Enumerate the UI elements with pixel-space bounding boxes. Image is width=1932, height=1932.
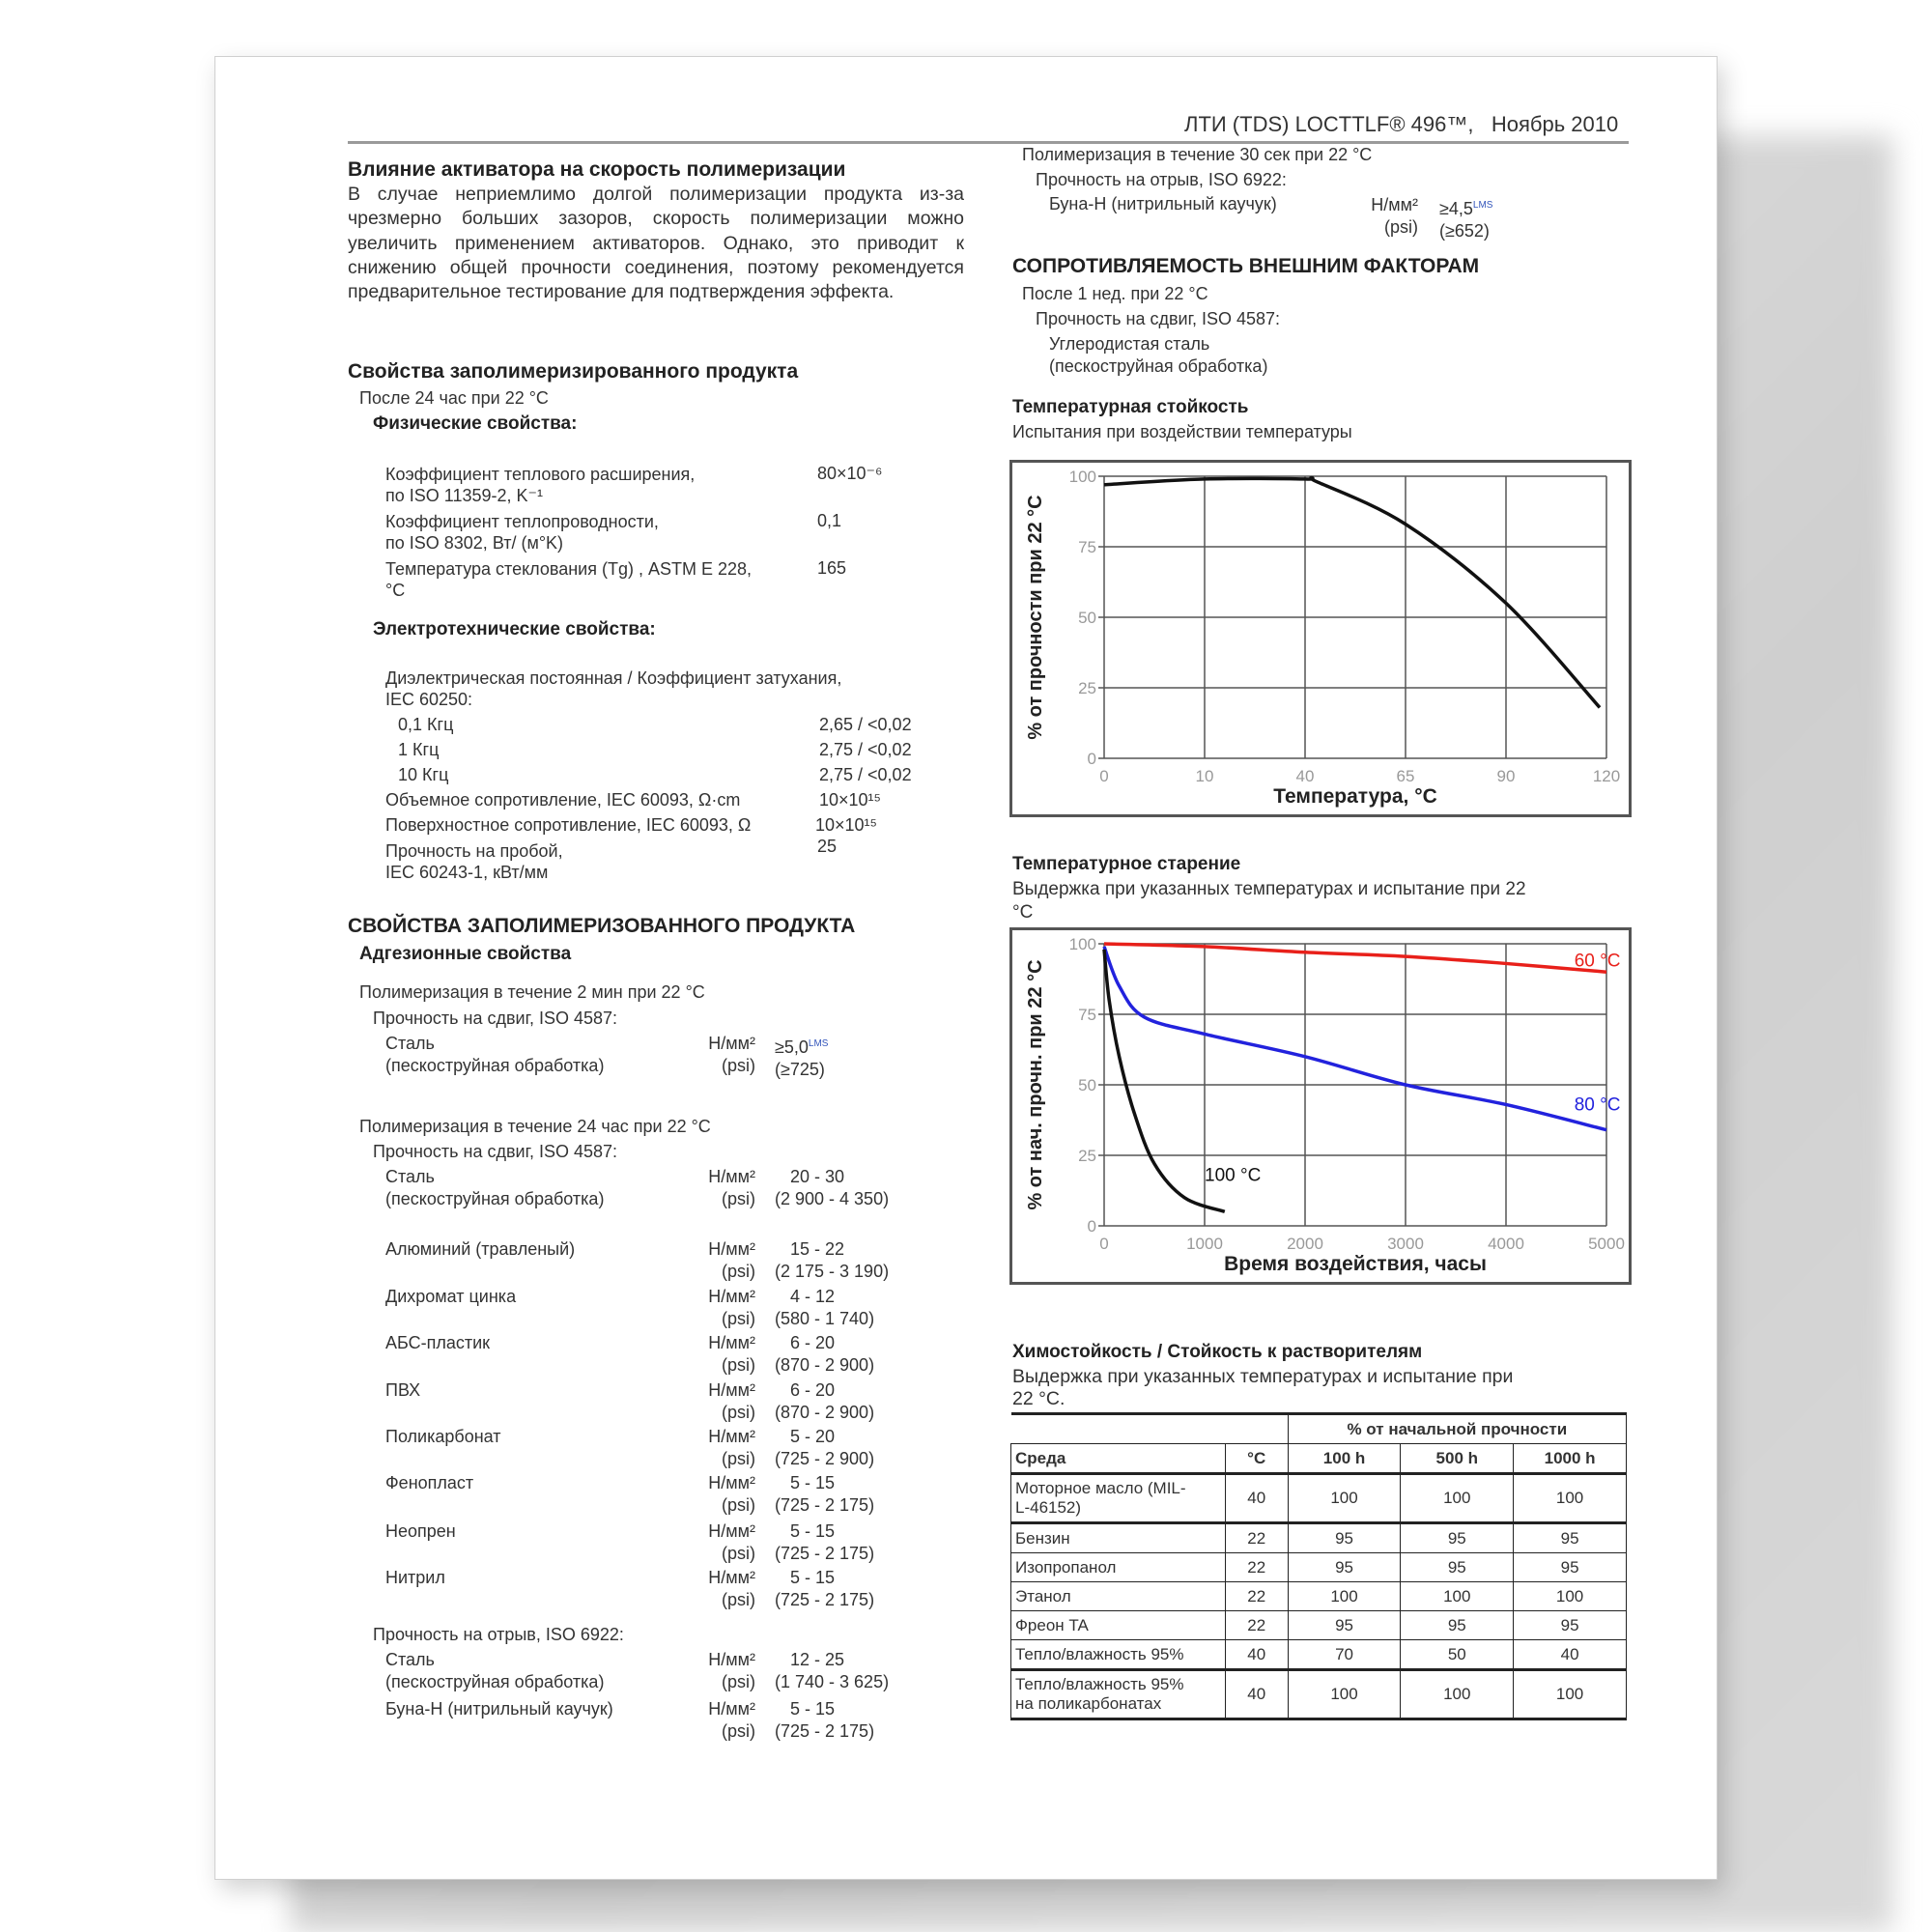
cell-h100: 70	[1288, 1640, 1401, 1670]
series-line	[1104, 944, 1606, 972]
cell-h100: 100	[1288, 1582, 1401, 1611]
dielectric-freq-3: 10 Кгц	[398, 765, 449, 784]
material-units: Н/мм² (psi)	[708, 1239, 755, 1281]
table-row	[1011, 1640, 1627, 1670]
material-label: ПВХ	[385, 1380, 421, 1400]
aging-chart-frame	[1009, 927, 1632, 1285]
cell-h100: 100	[1288, 1670, 1401, 1719]
physical-title: Физические свойства:	[373, 413, 578, 434]
x-tick-label: 3000	[1387, 1235, 1424, 1253]
material-units: Н/мм² (psi)	[708, 1521, 755, 1563]
x-tick-label: 2000	[1287, 1235, 1323, 1253]
y-axis-label: % от прочности при 22 °C	[1025, 495, 1046, 740]
x-tick-label: 1000	[1186, 1235, 1223, 1253]
peel-values: 5 - 15 (725 - 2 175)	[775, 1699, 875, 1741]
cte-label: Коэффициент теплового расширения, по ISO 11359-2, K⁻¹	[385, 465, 696, 505]
material-values: 6 - 20 (870 - 2 900)	[775, 1333, 875, 1375]
chemical-subtitle: Выдержка при указанных температурах и испытание при 22 °C.	[1012, 1366, 1514, 1409]
table-header-row	[1011, 1444, 1627, 1474]
doc-header	[1184, 112, 1618, 137]
buna-30s-values: $\ge 4,5^{LMS}$ (≥652)	[1439, 199, 1493, 241]
cte-value: 80×10⁻⁶	[817, 464, 883, 483]
table-row	[1011, 1611, 1627, 1640]
cell-h1000: 100	[1514, 1582, 1627, 1611]
heat-aging-chart	[1012, 930, 1629, 1282]
material-units: Н/мм² (psi)	[708, 1380, 755, 1422]
table-group-header-row	[1011, 1414, 1627, 1444]
material-units: Н/мм² (psi)	[708, 1473, 755, 1515]
temp-resistance-chart	[1012, 463, 1629, 814]
cell-media: Изопропанол	[1011, 1553, 1226, 1582]
material-values: 5 - 15 (725 - 2 175)	[775, 1521, 875, 1563]
cell-media: Бензин	[1011, 1523, 1226, 1553]
y-tick-label: 25	[1078, 1147, 1096, 1165]
series-label: 80 °C	[1574, 1094, 1621, 1116]
steel-2min-units: Н/мм² (psi)	[708, 1034, 755, 1075]
material-label: Нитрил	[385, 1568, 445, 1587]
peel-units: Н/мм² (psi)	[708, 1650, 755, 1691]
material-label: Дихромат цинка	[385, 1287, 517, 1306]
material-label: Сталь (пескоструйная обработка)	[385, 1167, 605, 1208]
material-values: 4 - 12 (580 - 1 740)	[775, 1287, 875, 1328]
x-axis-label: Температура, °C	[1273, 785, 1437, 808]
cell-h500: 95	[1401, 1611, 1514, 1640]
cell-h500: 50	[1401, 1640, 1514, 1670]
series-line	[1104, 947, 1606, 1130]
material-units: Н/мм² (psi)	[708, 1333, 755, 1375]
steel-2min-label: Сталь (пескоструйная обработка)	[385, 1034, 605, 1075]
dielectric-freq-2: 1 Кгц	[398, 740, 440, 759]
resistance-title: СОПРОТИВЛЯЕМОСТЬ ВНЕШНИМ ФАКТОРАМ	[1012, 255, 1480, 277]
aging-chart-subtitle: Выдержка при указанных температурах и испытание при 22 °C	[1012, 879, 1526, 923]
cured-title: Свойства заполимеризированного продукта	[348, 360, 799, 383]
cell-h1000: 100	[1514, 1474, 1627, 1523]
material-values: 6 - 20 (870 - 2 900)	[775, 1380, 875, 1422]
cell-media: Тепло/влажность 95% на поликарбонатах	[1011, 1670, 1226, 1719]
cell-h500: 100	[1401, 1582, 1514, 1611]
tg-label: Температура стеклования (Tg) , ASTM E 228, °C	[385, 559, 753, 600]
temp-chart-title: Температурная стойкость	[1012, 397, 1249, 417]
group-header: % от начальной прочности	[1288, 1414, 1626, 1444]
material-values: 5 - 20 (725 - 2 900)	[775, 1427, 875, 1468]
x-tick-label: 65	[1396, 767, 1415, 785]
series-label: 100 °C	[1205, 1165, 1262, 1186]
series-label: 60 °C	[1574, 951, 1621, 972]
cell-h100: 95	[1288, 1523, 1401, 1553]
cell-media: Этанол	[1011, 1582, 1226, 1611]
surface-resistivity-value: 10×10¹⁵	[815, 815, 878, 835]
cured-after: После 24 час при 22 °C	[359, 388, 549, 408]
cell-temp: 40	[1225, 1670, 1288, 1719]
buna-30s-units: Н/мм² (psi)	[1371, 195, 1418, 237]
x-tick-label: 4000	[1488, 1235, 1524, 1253]
cell-h100: 95	[1288, 1611, 1401, 1640]
peel-material-label: Буна-Н (нитрильный каучук)	[385, 1699, 613, 1719]
material-label: Неопрен	[385, 1521, 456, 1541]
header-rule	[348, 141, 1629, 144]
y-tick-label: 100	[1068, 468, 1096, 486]
y-tick-label: 50	[1078, 609, 1096, 627]
cell-temp: 40	[1225, 1640, 1288, 1670]
x-tick-label: 0	[1099, 1235, 1109, 1253]
material-units: Н/мм² (psi)	[708, 1568, 755, 1609]
shear-24h: Прочность на сдвиг, ISO 4587:	[373, 1142, 618, 1161]
adhesive-title: СВОЙСТВА ЗАПОЛИМЕРИЗОВАННОГО ПРОДУКТА	[348, 915, 856, 937]
dielectric-label: Диэлектрическая постоянная / Коэффициент затухания, IEC 60250:	[385, 668, 842, 709]
resistance-shear: Прочность на сдвиг, ISO 4587:	[1036, 309, 1281, 328]
cell-media: Моторное масло (MIL- L-46152)	[1011, 1474, 1226, 1523]
material-values: 20 - 30 (2 900 - 4 350)	[775, 1167, 890, 1208]
material-values: 5 - 15 (725 - 2 175)	[775, 1473, 875, 1515]
y-tick-label: 75	[1078, 538, 1096, 556]
material-label: Алюминий (травленый)	[385, 1239, 576, 1259]
col-1000h: 1000 h	[1514, 1444, 1627, 1474]
y-tick-label: 50	[1078, 1076, 1096, 1094]
series-line	[1104, 478, 1600, 708]
x-tick-label: 120	[1592, 767, 1621, 785]
cell-h1000: 40	[1514, 1640, 1627, 1670]
material-label: АБС-пластик	[385, 1333, 491, 1352]
cell-temp: 22	[1225, 1553, 1288, 1582]
cell-temp: 22	[1225, 1582, 1288, 1611]
chemical-resistance-table	[1010, 1412, 1627, 1720]
material-values: 5 - 15 (725 - 2 175)	[775, 1568, 875, 1609]
cell-h500: 95	[1401, 1553, 1514, 1582]
breakdown-label: Прочность на пробой, IEC 60243-1, кВт/мм	[385, 841, 563, 882]
x-tick-label: 90	[1496, 767, 1516, 785]
temp-chart-subtitle: Испытания при воздействии температуры	[1012, 422, 1352, 441]
x-tick-label: 40	[1295, 767, 1315, 785]
dielectric-freq-1: 0,1 Кгц	[398, 715, 454, 734]
table-row	[1011, 1523, 1627, 1553]
temp-chart-frame	[1009, 460, 1632, 817]
cell-media: Фреон TA	[1011, 1611, 1226, 1640]
table-row	[1011, 1553, 1627, 1582]
dielectric-value-1: 2,65 / <0,02	[819, 715, 912, 734]
y-tick-label: 25	[1078, 679, 1096, 697]
y-axis-label: % от нач. прочн. при 22 °C	[1025, 959, 1046, 1210]
dielectric-value-2: 2,75 / <0,02	[819, 740, 912, 759]
cell-h1000: 95	[1514, 1611, 1627, 1640]
shear-2min: Прочность на сдвиг, ISO 4587:	[373, 1009, 618, 1028]
peel-material-label: Сталь (пескоструйная обработка)	[385, 1650, 605, 1691]
dielectric-value-3: 2,75 / <0,02	[819, 765, 912, 784]
cell-h100: 95	[1288, 1553, 1401, 1582]
electrical-title: Электротехнические свойства:	[373, 619, 656, 639]
tg-value: 165	[817, 558, 847, 578]
activator-title: Влияние активатора на скорость полимеризации	[348, 158, 846, 181]
cell-h1000: 100	[1514, 1670, 1627, 1719]
cell-h500: 100	[1401, 1474, 1514, 1523]
resistance-material: Углеродистая сталь (пескоструйная обработка)	[1049, 334, 1268, 376]
cell-h1000: 95	[1514, 1553, 1627, 1582]
table-row	[1011, 1670, 1627, 1719]
y-tick-label: 75	[1078, 1006, 1096, 1024]
peel-units: Н/мм² (psi)	[708, 1699, 755, 1741]
adhesive-subtitle: Адгезионные свойства	[359, 944, 572, 964]
breakdown-value: 25	[817, 837, 838, 856]
cure-2min: Полимеризация в течение 2 мин при 22 °C	[359, 982, 705, 1002]
material-units: Н/мм² (psi)	[708, 1427, 755, 1468]
peel-title: Прочность на отрыв, ISO 6922:	[373, 1625, 624, 1644]
conductivity-label: Коэффициент теплопроводности, по ISO 8302, Вт/ (м°K)	[385, 512, 659, 553]
cure-24h: Полимеризация в течение 24 час при 22 °C	[359, 1117, 711, 1136]
doc-header-title: ЛТИ (TDS) LOCTTLF® 496™,	[1184, 112, 1474, 136]
col-500h: 500 h	[1401, 1444, 1514, 1474]
surface-resistivity-label: Поверхностное сопротивление, IEC 60093, Ω	[385, 815, 752, 835]
cell-h500: 100	[1401, 1670, 1514, 1719]
y-tick-label: 100	[1068, 935, 1096, 953]
col-100h: 100 h	[1288, 1444, 1401, 1474]
chemical-title: Химостойкость / Стойкость к растворителям	[1012, 1342, 1423, 1362]
cure-30s: Полимеризация в течение 30 сек при 22 °C	[1022, 145, 1373, 164]
material-label: Фенопласт	[385, 1473, 474, 1492]
resistance-after: После 1 нед. при 22 °C	[1022, 284, 1208, 303]
y-tick-label: 0	[1087, 1217, 1096, 1236]
table-row	[1011, 1582, 1627, 1611]
volume-resistivity-value: 10×10¹⁵	[819, 790, 882, 810]
cell-media: Тепло/влажность 95%	[1011, 1640, 1226, 1670]
material-units: Н/мм² (psi)	[708, 1287, 755, 1328]
material-units: Н/мм² (psi)	[708, 1167, 755, 1208]
x-tick-label: 0	[1099, 767, 1109, 785]
material-values: 15 - 22 (2 175 - 3 190)	[775, 1239, 890, 1281]
y-tick-label: 0	[1087, 750, 1096, 768]
table-row	[1011, 1474, 1627, 1523]
peel-30s: Прочность на отрыв, ISO 6922:	[1036, 170, 1287, 189]
doc-header-date: Ноябрь 2010	[1491, 112, 1619, 136]
x-axis-label: Время воздействия, часы	[1224, 1253, 1487, 1275]
aging-chart-title: Температурное старение	[1012, 854, 1241, 874]
material-label: Поликарбонат	[385, 1427, 501, 1446]
cell-temp: 22	[1225, 1611, 1288, 1640]
peel-values: 12 - 25 (1 740 - 3 625)	[775, 1650, 890, 1691]
cell-h500: 95	[1401, 1523, 1514, 1553]
activator-text: В случае неприемлимо долгой полимеризации продукта из-за чрезмерно больших зазоров, скорость полимеризации можно увеличить применением активаторов. Однако, это приводит к снижению общей прочности соединения, поэтому рекомендуется предварительное тестирование для подтверждения эффекта.	[348, 184, 964, 303]
cell-temp: 40	[1225, 1474, 1288, 1523]
cell-temp: 22	[1225, 1523, 1288, 1553]
cell-h100: 100	[1288, 1474, 1401, 1523]
buna-30s-label: Буна-Н (нитрильный каучук)	[1049, 194, 1277, 213]
cell-h1000: 95	[1514, 1523, 1627, 1553]
x-tick-label: 10	[1195, 767, 1214, 785]
conductivity-value: 0,1	[817, 511, 842, 530]
col-temp: °C	[1225, 1444, 1288, 1474]
volume-resistivity-label: Объемное сопротивление, IEC 60093, Ω·cm	[385, 790, 741, 810]
col-media: Среда	[1011, 1444, 1226, 1474]
steel-2min-values: $\ge 5,0^{LMS}$ (≥725)	[775, 1037, 829, 1079]
x-tick-label: 5000	[1588, 1235, 1625, 1253]
